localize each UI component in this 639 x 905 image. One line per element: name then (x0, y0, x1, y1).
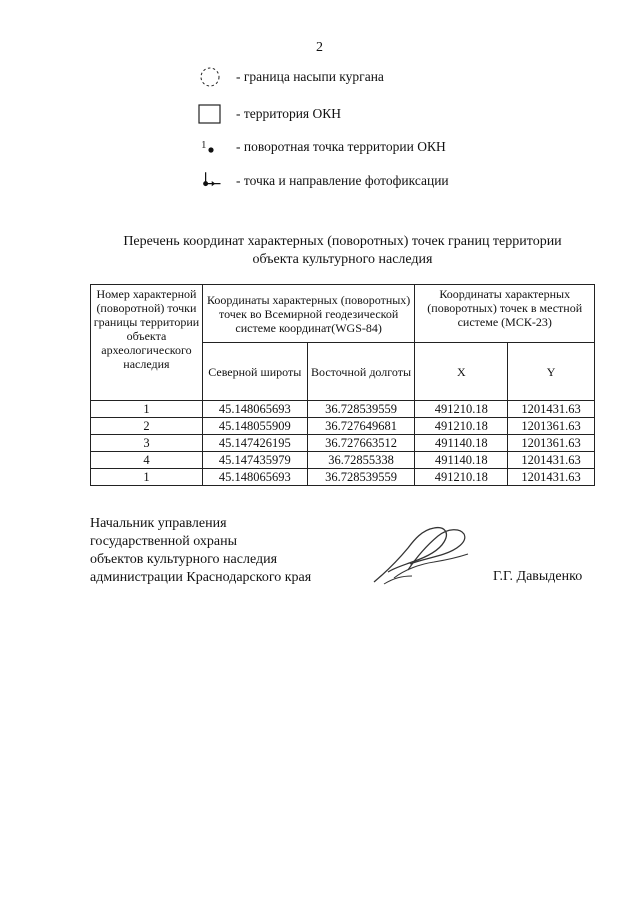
header-latitude: Северной широты (202, 343, 307, 401)
page-number: 2 (316, 40, 323, 55)
cell-point-number: 4 (91, 452, 203, 469)
cell-y: 1201431.63 (508, 401, 595, 418)
legend-item-photo-point (196, 168, 449, 194)
cell-latitude: 45.147435979 (202, 452, 307, 469)
dashed-circle-icon (196, 64, 224, 90)
signer-position-line: администрации Краснодарского края (90, 570, 312, 585)
legend-item-mound-boundary (196, 64, 384, 90)
title-line: объекта культурного наследия (252, 252, 433, 267)
legend-text: - граница насыпи кургана (236, 69, 384, 84)
cell-x: 491140.18 (415, 452, 508, 469)
cell-longitude: 36.728539559 (307, 469, 415, 486)
coordinates-table (90, 284, 595, 486)
cell-x: 491140.18 (415, 435, 508, 452)
square-outline-icon (196, 101, 224, 127)
cell-y: 1201431.63 (508, 452, 595, 469)
header-longitude: Восточной долготы (307, 343, 415, 401)
signer-position (90, 515, 311, 587)
table-row (91, 401, 595, 418)
photo-direction-icon (196, 168, 224, 194)
header-point-number: Номер характерной (поворотной) точки границы территории объекта археологического наследия (91, 285, 203, 401)
title-line: Перечень координат характерных (поворотных) точек границ территории (123, 234, 562, 249)
cell-latitude: 45.147426195 (202, 435, 307, 452)
legend-text: - точка и направление фотофиксации (236, 173, 449, 188)
signer-position-line: объектов культурного наследия (90, 552, 278, 567)
cell-point-number: 1 (91, 469, 203, 486)
header-x: X (415, 343, 508, 401)
signer-name: Г.Г. Давыденко (493, 569, 583, 584)
document-title (60, 233, 625, 269)
cell-longitude: 36.728539559 (307, 401, 415, 418)
legend-item-turning-point (196, 134, 446, 160)
cell-latitude: 45.148055909 (202, 418, 307, 435)
header-msk23-group: Координаты характерных (поворотных) точек в местной системе (МСК-23) (415, 285, 595, 343)
legend-text: - поворотная точка территории ОКН (236, 139, 446, 154)
legend-item-territory (196, 101, 341, 127)
turning-point-icon (196, 134, 224, 160)
cell-y: 1201361.63 (508, 435, 595, 452)
cell-x: 491210.18 (415, 469, 508, 486)
cell-longitude: 36.727663512 (307, 435, 415, 452)
table-row (91, 469, 595, 486)
table-row (91, 452, 595, 469)
cell-point-number: 2 (91, 418, 203, 435)
cell-y: 1201361.63 (508, 418, 595, 435)
signer-position-line: государственной охраны (90, 534, 238, 549)
cell-latitude: 45.148065693 (202, 401, 307, 418)
table-row (91, 435, 595, 452)
cell-point-number: 3 (91, 435, 203, 452)
cell-longitude: 36.727649681 (307, 418, 415, 435)
handwritten-signature (364, 520, 474, 595)
cell-point-number: 1 (91, 401, 203, 418)
legend-text: - территория ОКН (236, 106, 342, 121)
cell-x: 491210.18 (415, 418, 508, 435)
table-row (91, 418, 595, 435)
header-y: Y (508, 343, 595, 401)
turning-point-marker-label: 1 (201, 139, 207, 151)
cell-longitude: 36.72855338 (307, 452, 415, 469)
header-wgs84-group: Координаты характерных (поворотных) точек во Всемирной геодезической системе координат(WGS-84) (202, 285, 415, 343)
signer-position-line: Начальник управления (90, 516, 227, 531)
cell-y: 1201431.63 (508, 469, 595, 486)
cell-latitude: 45.148065693 (202, 469, 307, 486)
cell-x: 491210.18 (415, 401, 508, 418)
